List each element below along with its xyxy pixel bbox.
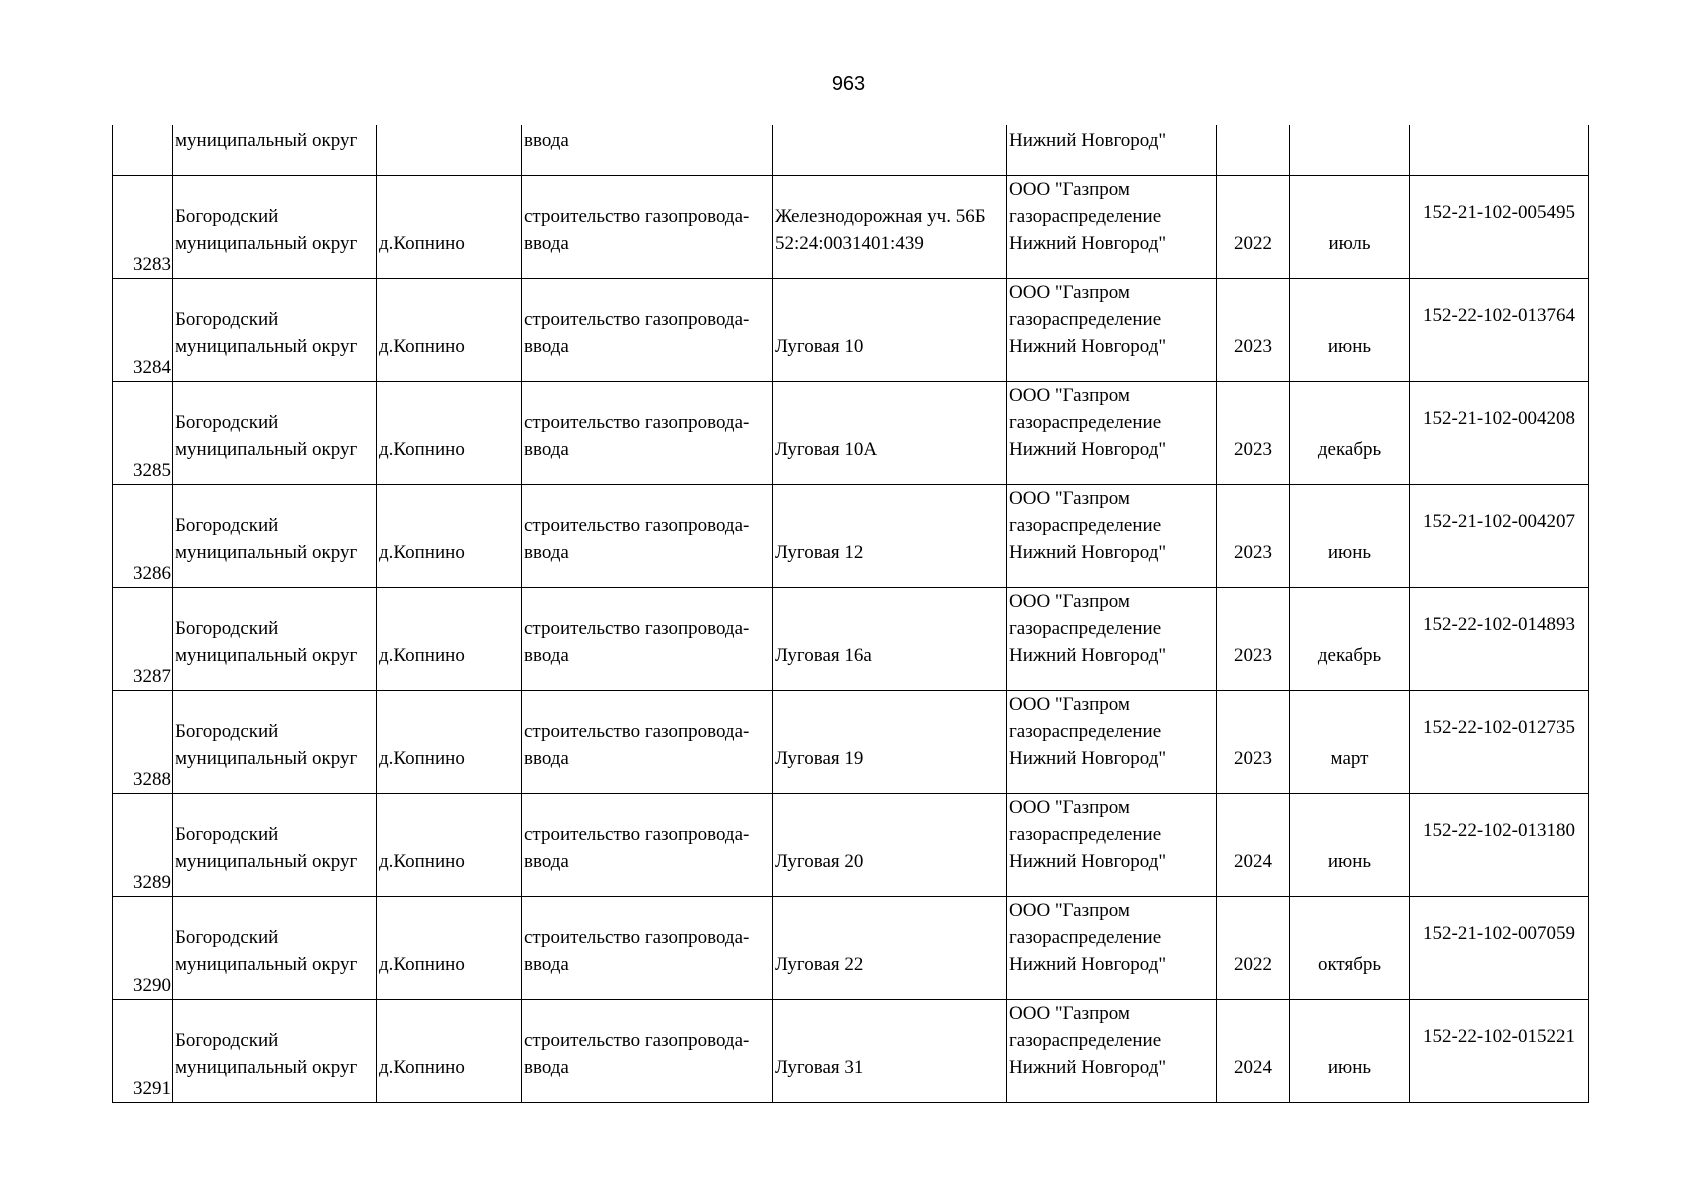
district-line-2: муниципальный округ xyxy=(175,1056,358,1078)
cell-num xyxy=(113,896,173,999)
cell-district xyxy=(173,278,377,381)
cell-operator xyxy=(1007,587,1217,690)
district-line-2: муниципальный округ xyxy=(175,953,358,975)
work-line-2: ввода xyxy=(524,335,569,357)
cell-year xyxy=(1217,484,1290,587)
cell-operator: Нижний Новгород" xyxy=(1007,125,1217,175)
year-text: 2024 xyxy=(1234,1056,1272,1078)
cell-address xyxy=(773,999,1007,1102)
district-line-2: муниципальный округ xyxy=(175,541,358,563)
cell-district xyxy=(173,381,377,484)
cell-address xyxy=(773,484,1007,587)
cell-year xyxy=(1217,175,1290,278)
cell-work xyxy=(522,690,773,793)
cell-operator xyxy=(1007,175,1217,278)
cell-num xyxy=(113,125,173,175)
work-line-2: ввода xyxy=(524,541,569,563)
work-line-1: строительство газопровода- xyxy=(524,617,750,639)
month-text: июнь xyxy=(1327,850,1372,872)
year-text: 2022 xyxy=(1234,953,1272,975)
cell-district xyxy=(173,896,377,999)
row-number: 3288 xyxy=(133,768,171,790)
month-text: октябрь xyxy=(1317,953,1382,975)
operator-line-3: Нижний Новгород" xyxy=(1009,747,1167,769)
cell-year xyxy=(1217,690,1290,793)
district-line-1: Богородский xyxy=(175,926,279,948)
cell-year xyxy=(1217,278,1290,381)
cell-locality xyxy=(377,896,522,999)
cell-num xyxy=(113,587,173,690)
row-number: 3290 xyxy=(133,974,171,996)
address-line-2: Луговая 16а xyxy=(775,644,872,666)
table-row xyxy=(113,999,1589,1102)
operator-line-1: ООО "Газпром xyxy=(1009,590,1130,612)
operator-line-2: газораспределение xyxy=(1009,1029,1162,1051)
operator-line-1: ООО "Газпром xyxy=(1009,1002,1130,1024)
row-number: 3287 xyxy=(133,665,171,687)
work-line-1: строительство газопровода- xyxy=(524,308,750,330)
row-number: 3286 xyxy=(133,562,171,584)
district-line-2: муниципальный округ xyxy=(175,747,358,769)
work-line-2: ввода xyxy=(524,644,569,666)
work-line-1: строительство газопровода- xyxy=(524,514,750,536)
cell-year xyxy=(1217,381,1290,484)
cell-locality xyxy=(377,587,522,690)
cell-code xyxy=(1410,587,1589,690)
gas-connection-table xyxy=(112,125,1589,1103)
operator-line-1: ООО "Газпром xyxy=(1009,693,1130,715)
work-line-1: строительство газопровода- xyxy=(524,823,750,845)
cell-operator xyxy=(1007,999,1217,1102)
operator-line-3: Нижний Новгород" xyxy=(1009,953,1167,975)
district-line-1: Богородский xyxy=(175,308,279,330)
cell-code xyxy=(1410,793,1589,896)
cell-code xyxy=(1410,381,1589,484)
cell-address xyxy=(773,175,1007,278)
code-text: 152-22-102-013764 xyxy=(1423,304,1575,326)
table-row xyxy=(113,381,1589,484)
work-line-1: строительство газопровода- xyxy=(524,1029,750,1051)
district-line-1: Богородский xyxy=(175,205,279,227)
district-line-1: Богородский xyxy=(175,823,279,845)
cell-num xyxy=(113,278,173,381)
cell-operator xyxy=(1007,793,1217,896)
operator-line-2: газораспределение xyxy=(1009,205,1162,227)
cell-address xyxy=(773,125,1007,175)
table-row xyxy=(113,587,1589,690)
address-line-2: Луговая 10 xyxy=(775,335,864,357)
cell-num xyxy=(113,690,173,793)
cell-locality xyxy=(377,484,522,587)
operator-line-2: газораспределение xyxy=(1009,617,1162,639)
address-line-2: Луговая 10А xyxy=(775,438,878,460)
cell-work xyxy=(522,793,773,896)
district-line-1: Богородский xyxy=(175,411,279,433)
work-line-1: строительство газопровода- xyxy=(524,720,750,742)
cell-work xyxy=(522,175,773,278)
cell-code xyxy=(1410,896,1589,999)
cell-work xyxy=(522,999,773,1102)
code-text: 152-22-102-014893 xyxy=(1423,613,1575,635)
operator-line-3: Нижний Новгород" xyxy=(1009,438,1167,460)
work-line-1: строительство газопровода- xyxy=(524,926,750,948)
row-number: 3283 xyxy=(133,253,171,275)
cell-locality xyxy=(377,278,522,381)
operator-line-1: ООО "Газпром xyxy=(1009,384,1130,406)
cell-work xyxy=(522,587,773,690)
month-text: июнь xyxy=(1327,335,1372,357)
code-text: 152-21-102-005495 xyxy=(1423,201,1575,223)
locality-text: д.Копнино xyxy=(379,850,465,872)
table-row-continuation xyxy=(113,125,1589,175)
operator-line-1: ООО "Газпром xyxy=(1009,899,1130,921)
cell-num xyxy=(113,175,173,278)
row-number: 3284 xyxy=(133,356,171,378)
address-line-2: Луговая 19 xyxy=(775,747,864,769)
cell-address xyxy=(773,793,1007,896)
table-row xyxy=(113,175,1589,278)
cell-year xyxy=(1217,125,1290,175)
work-line-2: ввода xyxy=(524,232,569,254)
table-row xyxy=(113,793,1589,896)
cell-code xyxy=(1410,278,1589,381)
cell-month xyxy=(1290,793,1410,896)
month-text: декабрь xyxy=(1317,644,1382,666)
work-line-2: ввода xyxy=(524,747,569,769)
cell-month xyxy=(1290,896,1410,999)
table-row xyxy=(113,690,1589,793)
cell-operator xyxy=(1007,896,1217,999)
cell-year xyxy=(1217,793,1290,896)
cell-locality xyxy=(377,999,522,1102)
cell-operator xyxy=(1007,381,1217,484)
year-text: 2024 xyxy=(1234,850,1272,872)
table-body xyxy=(113,125,1589,1102)
locality-text: д.Копнино xyxy=(379,541,465,563)
table-row xyxy=(113,278,1589,381)
year-text: 2023 xyxy=(1234,541,1272,563)
code-text: 152-22-102-015221 xyxy=(1423,1025,1575,1047)
district-line-1: Богородский xyxy=(175,1029,279,1051)
cell-year xyxy=(1217,999,1290,1102)
cell-year xyxy=(1217,587,1290,690)
cell-code xyxy=(1410,125,1589,175)
address-line-2: Луговая 22 xyxy=(775,953,864,975)
district-line-2: муниципальный округ xyxy=(175,644,358,666)
cell-code xyxy=(1410,175,1589,278)
cell-operator xyxy=(1007,690,1217,793)
cell-month xyxy=(1290,999,1410,1102)
cell-month xyxy=(1290,690,1410,793)
page-number: 963 xyxy=(831,73,866,95)
operator-line-3: Нижний Новгород" xyxy=(1009,232,1167,254)
code-text: 152-21-102-007059 xyxy=(1423,922,1575,944)
cell-code xyxy=(1410,484,1589,587)
cell-locality xyxy=(377,793,522,896)
address-line-2: Луговая 31 xyxy=(775,1056,864,1078)
cell-district xyxy=(173,484,377,587)
cell-month xyxy=(1290,484,1410,587)
cell-work xyxy=(522,381,773,484)
code-text: 152-22-102-012735 xyxy=(1423,716,1575,738)
cell-work xyxy=(522,278,773,381)
locality-text: д.Копнино xyxy=(379,747,465,769)
cell-locality xyxy=(377,125,522,175)
operator-line-1: ООО "Газпром xyxy=(1009,796,1130,818)
cell-district xyxy=(173,690,377,793)
row-number: 3289 xyxy=(133,871,171,893)
work-line-1: строительство газопровода- xyxy=(524,411,750,433)
year-text: 2022 xyxy=(1234,232,1272,254)
cell-district xyxy=(173,587,377,690)
cell-address xyxy=(773,587,1007,690)
address-line-2: Луговая 12 xyxy=(775,541,864,563)
operator-line-2: газораспределение xyxy=(1009,720,1162,742)
cell-locality xyxy=(377,175,522,278)
cell-month xyxy=(1290,381,1410,484)
work-line-2: ввода xyxy=(524,1056,569,1078)
district-line-2: муниципальный округ xyxy=(175,850,358,872)
operator-line-2: газораспределение xyxy=(1009,308,1162,330)
district-line-2: муниципальный округ xyxy=(175,438,358,460)
table-row xyxy=(113,484,1589,587)
operator-line-3: Нижний Новгород" xyxy=(1009,541,1167,563)
month-text: март xyxy=(1330,747,1369,769)
cell-month xyxy=(1290,175,1410,278)
district-line-1: Богородский xyxy=(175,617,279,639)
cell-month xyxy=(1290,125,1410,175)
cell-district: муниципальный округ xyxy=(173,125,377,175)
cell-work xyxy=(522,484,773,587)
cell-locality xyxy=(377,690,522,793)
operator-line-3: Нижний Новгород" xyxy=(1009,850,1167,872)
operator-line-1: ООО "Газпром xyxy=(1009,281,1130,303)
work-line-2: ввода xyxy=(524,438,569,460)
address-line-2: 52:24:0031401:439 xyxy=(775,232,924,254)
cell-num xyxy=(113,381,173,484)
work-line-1: строительство газопровода- xyxy=(524,205,750,227)
cell-num xyxy=(113,793,173,896)
cell-locality xyxy=(377,381,522,484)
year-text: 2023 xyxy=(1234,644,1272,666)
locality-text: д.Копнино xyxy=(379,335,465,357)
month-text: декабрь xyxy=(1317,438,1382,460)
year-text: 2023 xyxy=(1234,438,1272,460)
cell-year xyxy=(1217,896,1290,999)
year-text: 2023 xyxy=(1234,747,1272,769)
cell-district xyxy=(173,793,377,896)
locality-text: д.Копнино xyxy=(379,232,465,254)
cell-address xyxy=(773,690,1007,793)
locality-text: д.Копнино xyxy=(379,1056,465,1078)
work-line-2: ввода xyxy=(524,953,569,975)
cell-operator xyxy=(1007,484,1217,587)
cell-month xyxy=(1290,278,1410,381)
cell-num xyxy=(113,484,173,587)
operator-line-3: Нижний Новгород" xyxy=(1009,1056,1167,1078)
address-line-2: Луговая 20 xyxy=(775,850,864,872)
cell-work: ввода xyxy=(522,125,773,175)
address-line-1: Железнодорожная уч. 56Б xyxy=(775,205,986,227)
month-text: июнь xyxy=(1327,541,1372,563)
operator-line-1: ООО "Газпром xyxy=(1009,178,1130,200)
cell-district xyxy=(173,999,377,1102)
row-number: 3285 xyxy=(133,459,171,481)
locality-text: д.Копнино xyxy=(379,644,465,666)
operator-line-2: газораспределение xyxy=(1009,514,1162,536)
cell-work xyxy=(522,896,773,999)
cell-address xyxy=(773,278,1007,381)
locality-text: д.Копнино xyxy=(379,953,465,975)
operator-line-3: Нижний Новгород" xyxy=(1009,644,1167,666)
locality-text: д.Копнино xyxy=(379,438,465,460)
district-line-1: Богородский xyxy=(175,720,279,742)
district-line-2: муниципальный округ xyxy=(175,232,358,254)
cell-address xyxy=(773,896,1007,999)
work-line-2: ввода xyxy=(524,850,569,872)
district-line-2: муниципальный округ xyxy=(175,335,358,357)
code-text: 152-21-102-004207 xyxy=(1423,510,1575,532)
operator-line-3: Нижний Новгород" xyxy=(1009,335,1167,357)
year-text: 2023 xyxy=(1234,335,1272,357)
operator-line-2: газораспределение xyxy=(1009,411,1162,433)
cell-month xyxy=(1290,587,1410,690)
cell-operator xyxy=(1007,278,1217,381)
cell-code xyxy=(1410,999,1589,1102)
operator-line-1: ООО "Газпром xyxy=(1009,487,1130,509)
cell-district xyxy=(173,175,377,278)
code-text: 152-22-102-013180 xyxy=(1423,819,1575,841)
operator-line-2: газораспределение xyxy=(1009,823,1162,845)
cell-code xyxy=(1410,690,1589,793)
table-row xyxy=(113,896,1589,999)
cell-address xyxy=(773,381,1007,484)
operator-line-2: газораспределение xyxy=(1009,926,1162,948)
cell-num xyxy=(113,999,173,1102)
month-text: июль xyxy=(1328,232,1371,254)
district-line-1: Богородский xyxy=(175,514,279,536)
month-text: июнь xyxy=(1327,1056,1372,1078)
code-text: 152-21-102-004208 xyxy=(1423,407,1575,429)
row-number: 3291 xyxy=(133,1077,171,1099)
